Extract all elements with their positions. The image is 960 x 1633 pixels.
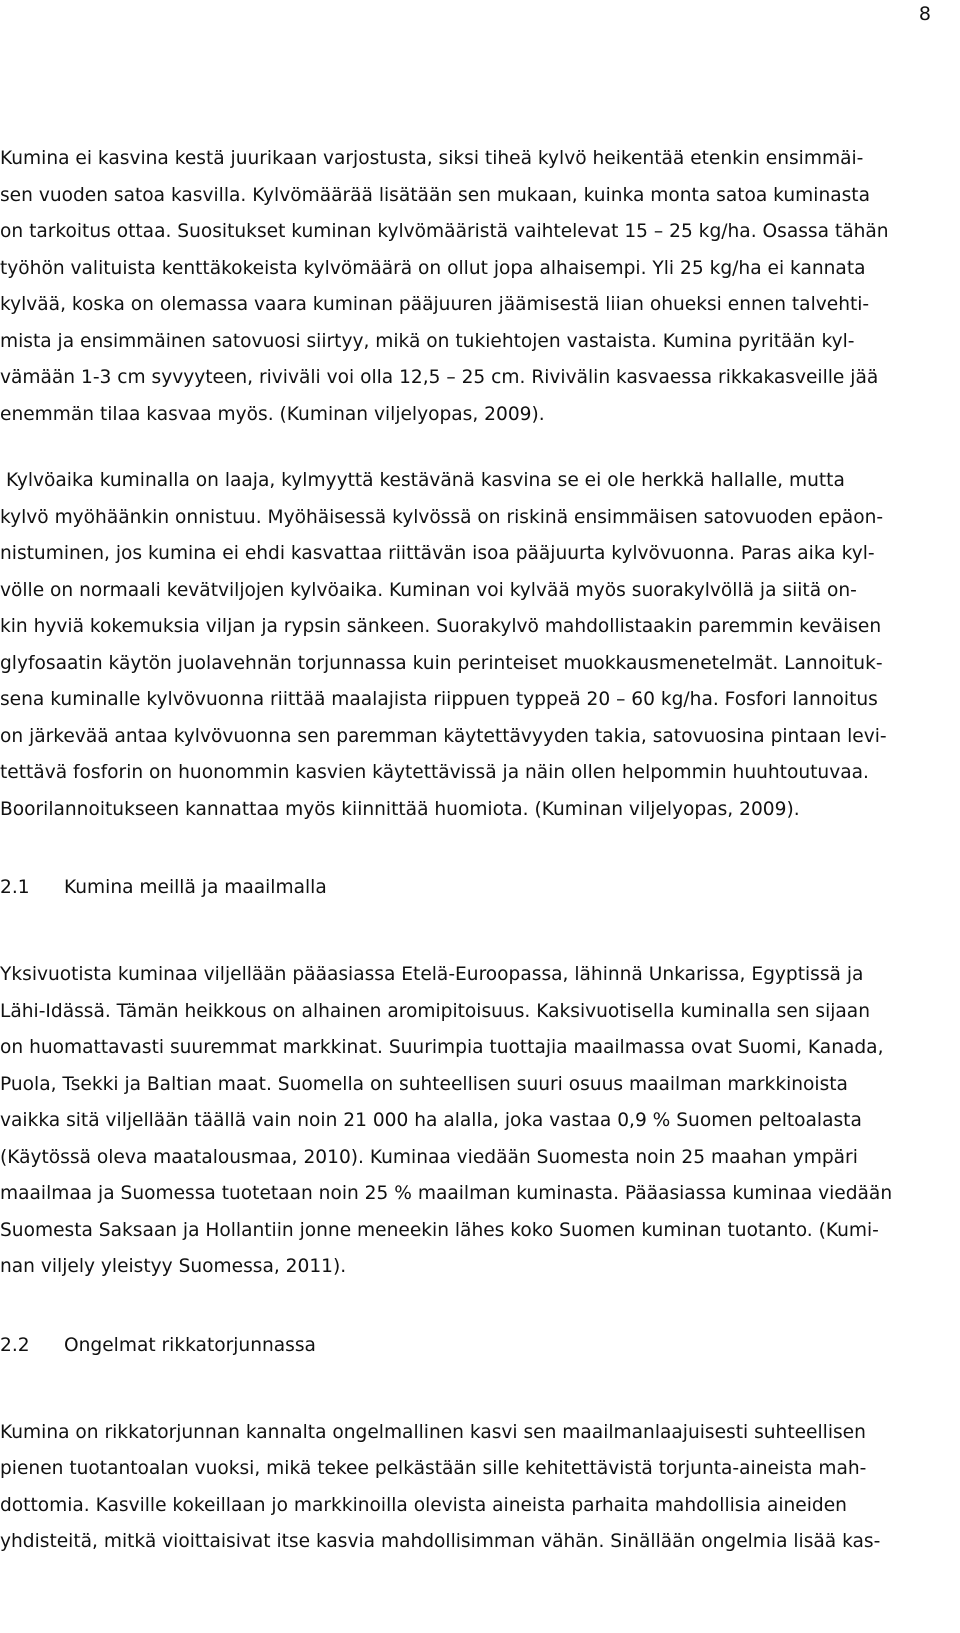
document-body [0,141,960,1561]
text-line: kylvää, koska on olemassa vaara kuminan pääjuuren jäämisestä liian ohueksi ennen talvehti- [0,294,870,315]
text-line: Suomesta Saksaan ja Hollantiin jonne meneekin lähes koko Suomen kuminan tuotanto. (Kumi- [0,1219,879,1241]
text-line: Yksivuotista kuminaa viljellään pääasiassa Etelä-Euroopassa, lähinnä Unkarissa, Egyptissä ja [0,964,864,985]
text-line: dottomia. Kasville kokeillaan jo markkinoilla olevista aineista parhaita mahdollisia aineiden [0,1494,847,1516]
section-number: 2.1 [0,877,30,898]
text-line: on järkevää antaa kylvövuonna sen paremman käytettävyyden takia, satovuosina pintaan levi- [0,725,887,747]
text-line: Kylvöaika kuminalla on laaja, kylmyyttä kestävänä kasvina se ei ole herkkä hallalle, mutta [6,470,845,491]
text-line: enemmän tilaa kasvaa myös. (Kuminan viljelyopas, 2009). [0,403,545,425]
paragraph-sowing-time-cont [0,500,960,829]
text-line: työhön valituista kenttäkokeista kylvömäärä on ollut jopa alhaisempi. Yli 25 kg/ha ei kannata [0,257,866,279]
text-line: völle on normaali kevätviljojen kylvöaika. Kuminan voi kylvää myös suorakylvöllä ja siitä on- [0,579,857,601]
text-line: yhdisteitä, mitkä vioittaisivat itse kasvia mahdollisimman vähän. Sinällään ongelmia lisää kas- [0,1531,881,1552]
text-line: on huomattavasti suuremmat markkinat. Suurimpia tuottajia maailmassa ovat Suomi, Kanada, [0,1037,884,1058]
section-heading-2-2 [0,1328,960,1364]
text-line: on tarkoitus ottaa. Suositukset kuminan kylvömääristä vaihtelevat 15 – 25 kg/ha. Osassa tähän [0,221,889,242]
text-line: Kumina on rikkatorjunnan kannalta ongelmallinen kasvi sen maailmanlaajuisesti suhteellisen [0,1421,866,1443]
text-line: sen vuoden satoa kasvilla. Kylvömäärää lisätään sen mukaan, kuinka monta satoa kuminasta [0,184,870,206]
text-line: Lähi-Idässä. Tämän heikkous on alhainen aromipitoisuus. Kaksivuotisella kuminalla sen sijaan [0,1000,870,1022]
text-line: (Käytössä oleva maatalousmaa, 2010). Kuminaa viedään Suomesta noin 25 maahan ympäri [0,1146,858,1168]
text-line: glyfosaatin käytön juolavehnän torjunnassa kuin perinteiset muokkausmenetelmät. Lannoituk- [0,652,883,674]
paragraph-world-production [0,957,960,1286]
text-line: sena kuminalle kylvövuonna riittää maalajista riippuen typpeä 20 – 60 kg/ha. Fosfori lannoitus [0,689,878,710]
text-line: Boorilannoitukseen kannattaa myös kiinnittää huomiota. (Kuminan viljelyopas, 2009). [0,798,800,820]
text-line: nistuminen, jos kumina ei ehdi kasvattaa riittävän isoa pääjuurta kylvövuonna. Paras aika kyl- [0,543,875,564]
section-title: Ongelmat rikkatorjunnassa [64,1334,316,1356]
text-line: vaikka sitä viljellään täällä vain noin 21 000 ha alalla, joka vastaa 0,9 % Suomen peltoalasta [0,1110,862,1131]
section-number: 2.2 [0,1334,30,1356]
paragraph-weed-control [0,1415,960,1561]
section-heading-2-1 [0,870,960,906]
text-line: nan viljely yleistyy Suomessa, 2011). [0,1256,347,1277]
text-line: kylvö myöhäänkin onnistuu. Myöhäisessä kylvössä on riskinä ensimmäisen satovuoden epäon- [0,506,884,528]
section-title: Kumina meillä ja maailmalla [64,877,327,898]
paragraph-sowing-density [0,141,960,433]
page-number: 8 [918,3,931,25]
text-line: vämään 1-3 cm syvyyteen, riviväli voi olla 12,5 – 25 cm. Rivivälin kasvaessa rikkakasveille jää [0,367,879,388]
text-line: mista ja ensimmäinen satovuosi siirtyy, mikä on tukiehtojen vastaista. Kumina pyritään kyl- [0,330,855,352]
text-line: Kumina ei kasvina kestä juurikaan varjostusta, siksi tiheä kylvö heikentää etenkin ensimmäi- [0,148,864,169]
paragraph-sowing-time [0,463,960,500]
text-line: tettävä fosforin on huonommin kasvien käytettävissä ja näin ollen helpommin huuhtoutuvaa. [0,762,869,783]
text-line: maailmaa ja Suomessa tuotetaan noin 25 % maailman kuminasta. Pääasiassa kuminaa viedään [0,1183,893,1204]
text-line: Puola, Tsekki ja Baltian maat. Suomella on suhteellisen suuri osuus maailman markkinoista [0,1073,848,1095]
text-line: kin hyviä kokemuksia viljan ja rypsin sänkeen. Suorakylvö mahdollistaakin paremmin keväisen [0,616,882,637]
text-line: pienen tuotantoalan vuoksi, mikä tekee pelkästään sille kehitettävistä torjunta-aineista mah- [0,1458,867,1479]
